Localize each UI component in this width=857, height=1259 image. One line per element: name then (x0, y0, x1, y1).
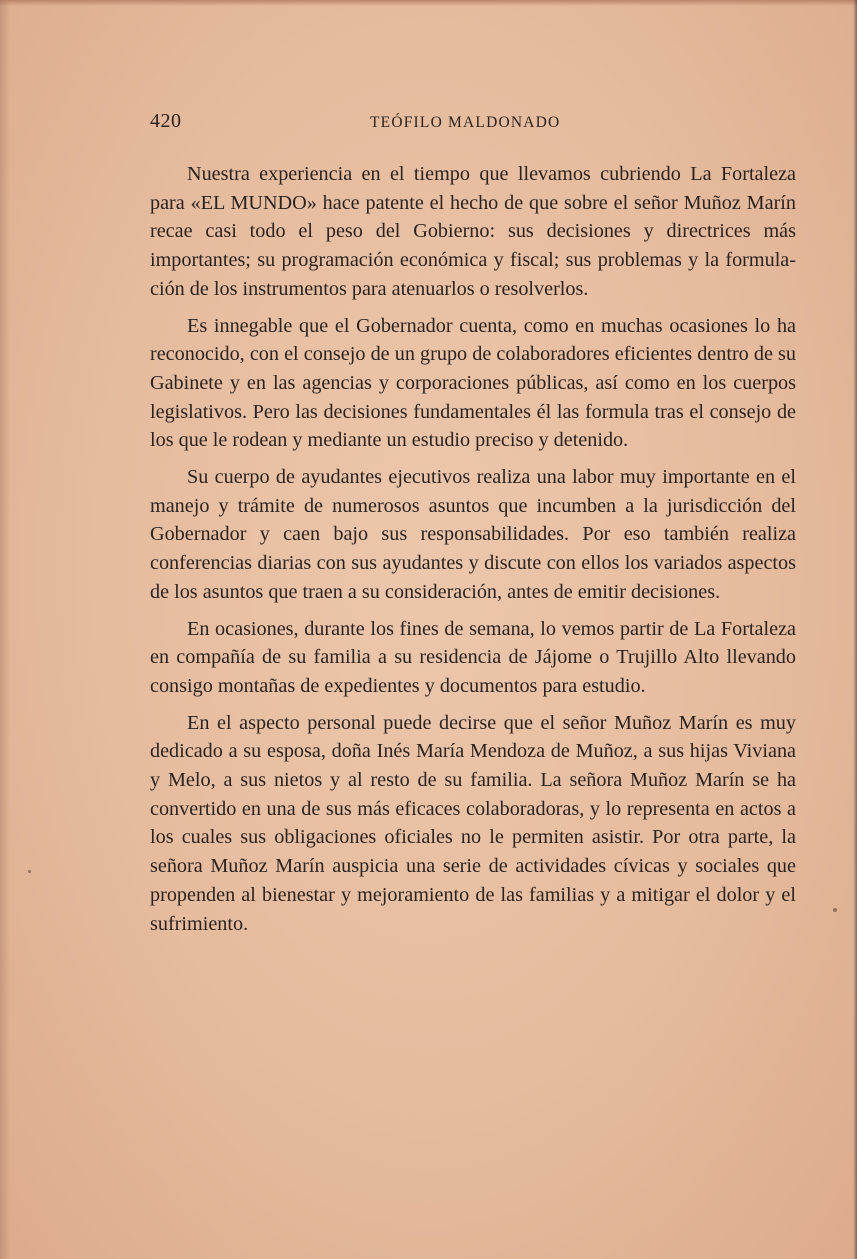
paragraph-5: En el aspecto personal puede decirse que el señor Muñoz Marín es muy dedicado a su esposa, doña Inés María Mendoza de Muñoz, a sus hijas Viviana y Melo, a sus nietos y al resto de su familia. La señora Muñoz Marín se ha convertido en una de sus más eficaces colaboradoras, y lo representa en actos a los cuales sus obligaciones oficiales no le permiten asistir. Por otra parte, la señora Muñoz Marín auspicia una serie de actividades cívicas y sociales que propenden al bienestar y mejoramiento de las familias y a mitigar el dolor y el sufrimiento. (150, 711, 796, 935)
paragraph-4: En ocasiones, durante los fines de semana, lo vemos partir de La Fortaleza en compañía de su familia a su residencia de Jájome o Trujillo Alto llevando consigo montañas de expedientes y documentos para estudio. (150, 617, 796, 697)
body-text (150, 160, 796, 946)
page-right-edge (853, 0, 857, 1259)
running-head: TEÓFILO MALDONADO (370, 114, 561, 131)
paragraph-3: Su cuerpo de ayudantes ejecutivos realiza una labor muy importante en el manejo y trámite de numerosos asuntos que incumben a la jurisdicción del Gobernador y caen bajo sus responsabilidades. Por eso también realiza conferencias diarias con sus ayudantes y discute con ellos los variados aspectos de los asuntos que traen a su consideración, antes de emitir decisiones. (150, 466, 796, 603)
paragraph-1: Nuestra experiencia en el tiempo que llevamos cubriendo La Fortaleza para «EL MUNDO» hace patente el hecho de que sobre el señor Muñoz Marín recae casi todo el peso del Gobierno: sus decisiones y directrices más importantes; su programación económica y fiscal; sus problemas y la formulación de los instrumentos para atenuarlos o resolverlos. (150, 163, 796, 300)
page-number: 420 (150, 110, 182, 132)
paper-speck (833, 908, 837, 912)
paragraph-2: Es innegable que el Gobernador cuenta, como en muchas ocasiones lo ha reconocido, con el consejo de un grupo de colaboradores eficientes dentro de su Gabinete y en las agencias y corporaciones públicas, así como en los cuerpos legislativos. Pero las decisiones fundamentales él las formula tras el consejo de los que le rodean y mediante un estudio preciso y detenido. (150, 314, 796, 452)
page-top-edge (0, 0, 857, 6)
paper-speck (28, 870, 31, 873)
page-header (150, 108, 796, 138)
page-left-edge (0, 0, 10, 1259)
